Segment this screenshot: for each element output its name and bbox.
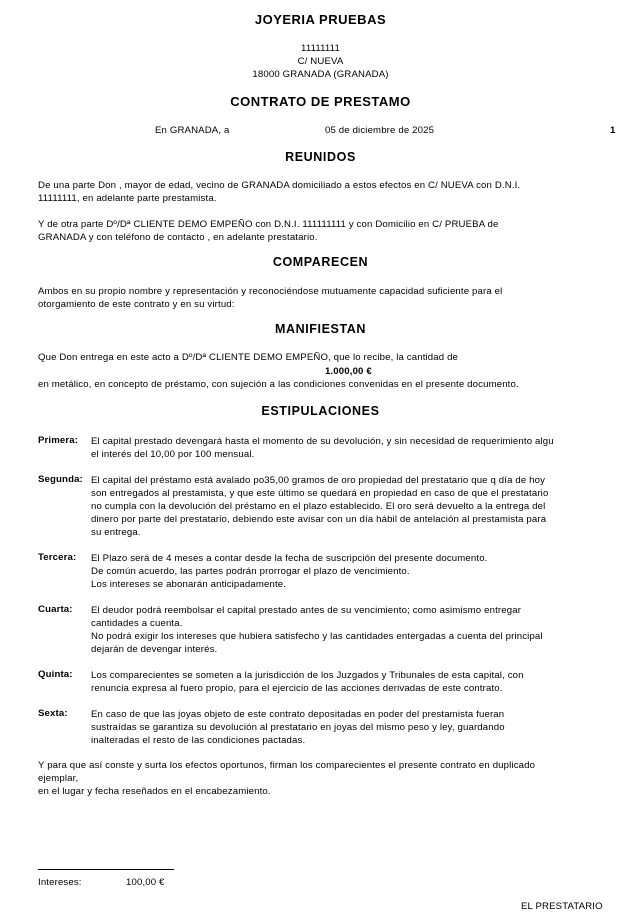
text-line: dejarán de devengar interés. (91, 644, 218, 655)
manifiestan-line-1: Que Don entrega en este acto a Dº/Dª CLIENTE DEMO EMPEÑO, que lo recibe, la cantidad de (38, 352, 459, 363)
manifiestan-line-2: en metálico, en concepto de préstamo, con sujeción a las condiciones convenidas en el presente documento. (38, 379, 519, 390)
clause-text-tercera (91, 552, 618, 591)
text-line: no cumpla con la devolución del préstamo en el plazo establecido. El oro será devuelto a la entrega del (91, 501, 546, 512)
interest-label: Intereses: (38, 877, 82, 888)
text-line: ejemplar, (38, 773, 79, 784)
text-line: Y de otra parte Dº/Dª CLIENTE DEMO EMPEÑO con D.N.I. 111111111 y con Domicilio en C/ PRUEBA de (38, 219, 499, 230)
clause-text-segunda (91, 474, 618, 539)
text-line: No podrá exigir los intereses que hubiera satisfecho y las cantidades entergadas a cuenta del principal (91, 631, 543, 642)
text-line: En caso de que las joyas objeto de este contrato depositadas en poder del prestamista fueran (91, 709, 505, 720)
text-line: sustraídas se garantiza su devolución al prestatario en joyas del mismo peso y ley, guardando (91, 722, 505, 733)
signature-line (38, 869, 174, 870)
page-number: 1 (610, 125, 616, 136)
contract-date: 05 de diciembre de 2025 (325, 125, 435, 136)
clause-label-primera: Primera: (38, 435, 79, 446)
clause-label-segunda: Segunda: (38, 474, 83, 485)
clause-label-sexta: Sexta: (38, 708, 68, 719)
text-line: otorgamiento de este contrato y en su virtud: (38, 299, 235, 310)
clause-text-quinta (91, 669, 618, 695)
company-city: 18000 GRANADA (GRANADA) (252, 69, 389, 80)
text-line: cantidades a cuenta. (91, 618, 183, 629)
reunidos-paragraph-2 (38, 218, 608, 244)
text-line: son entregados al prestamista, y que este último se quedará en propiedad en caso de que el prestatario (91, 488, 549, 499)
text-line: inalteradas el resto de las condiciones pactadas. (91, 735, 306, 746)
text-line: el interés del 10,00 por 100 mensual. (91, 449, 255, 460)
text-line: El capital del préstamo está avalado po35,00 gramos de oro propiedad del prestatario que q día de hoy (91, 475, 546, 486)
company-name: JOYERIA PRUEBAS (254, 12, 387, 27)
text-line: El Plazo será de 4 meses a contar desde la fecha de suscripción del presente documento. (91, 553, 488, 564)
text-line: Los intereses se abonarán anticipadamente. (91, 579, 287, 590)
text-line: en el lugar y fecha reseñados en el encabezamiento. (38, 786, 271, 797)
closing-paragraph (38, 759, 608, 798)
place-prefix: En GRANADA, a (155, 125, 230, 136)
text-line: De común acuerdo, las partes podrán prorrogar el plazo de vencimiento. (91, 566, 410, 577)
signature-label: EL PRESTATARIO (521, 901, 603, 912)
text-line: 11111111, en adelante parte prestamista. (38, 193, 217, 204)
heading-estipulaciones: ESTIPULACIONES (261, 404, 380, 418)
comparecen-paragraph (38, 285, 608, 311)
clause-text-primera (91, 435, 618, 461)
reunidos-paragraph-1 (38, 179, 608, 205)
text-line: Los comparecientes se someten a la jurisdicción de los Juzgados y Tribunales de esta capital, con (91, 670, 524, 681)
text-line: dinero por parte del prestatario, debiendo este avisar con un día hábil de antelación al prestamista para (91, 514, 547, 525)
clause-label-cuarta: Cuarta: (38, 604, 73, 615)
interest-value: 100,00 € (126, 877, 165, 888)
company-address: C/ NUEVA (297, 56, 344, 67)
clause-text-sexta (91, 708, 618, 747)
heading-manifiestan: MANIFIESTAN (274, 322, 367, 336)
document-title: CONTRATO DE PRESTAMO (230, 94, 411, 109)
clause-label-quinta: Quinta: (38, 669, 73, 680)
heading-reunidos: REUNIDOS (285, 150, 356, 164)
clause-label-tercera: Tercera: (38, 552, 77, 563)
text-line: De una parte Don , mayor de edad, vecino de GRANADA domiciliado a estos efectos en C/ NUEVA con D.N.I. (38, 180, 521, 191)
loan-amount: 1.000,00 € (325, 366, 372, 377)
text-line: su entrega. (91, 527, 141, 538)
text-line: GRANADA y con teléfono de contacto , en adelante prestatario. (38, 232, 318, 243)
text-line: renuncia expresa al fuero propio, para el ejercicio de las acciones derivadas de este contrato. (91, 683, 503, 694)
heading-comparecen: COMPARECEN (272, 255, 369, 269)
text-line: Y para que así conste y surta los efectos oportunos, firman los comparecientes el presente contrato en duplicado (38, 760, 536, 771)
clause-text-cuarta (91, 604, 618, 656)
text-line: El capital prestado devengará hasta el momento de su devolución, y sin necesidad de requerimiento algu (91, 436, 554, 447)
text-line: Ambos en su propio nombre y representación y reconociéndose mutuamente capacidad suficiente para el (38, 286, 503, 297)
text-line: El deudor podrá reembolsar el capital prestado antes de su vencimiento; como asimismo entregar (91, 605, 522, 616)
company-cif: 11111111 (301, 43, 340, 54)
